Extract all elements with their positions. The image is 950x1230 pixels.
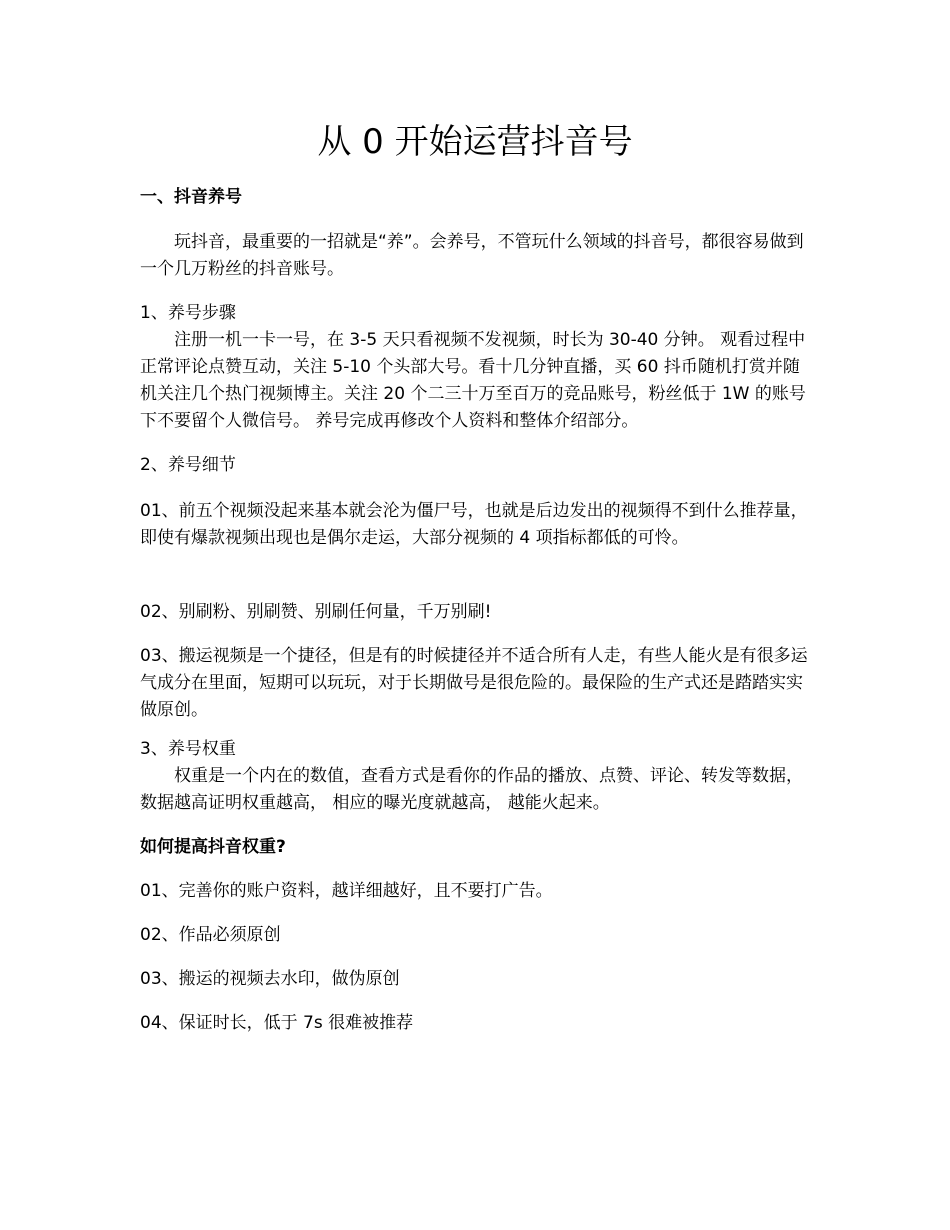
section-heading-raising: 一、抖音养号 (140, 187, 242, 207)
improve-item-1: 01、完善你的账户资料，越详细越好，且不要打广告。 (140, 881, 553, 901)
document-body (140, 184, 812, 1037)
paragraph-steps: 注册一机一卡一号，在 3-5 天只看视频不发视频，时长为 30-40 分钟。 观看过程中正常评论点赞互动，关注 5-10 个头部大号。看十几分钟直播，买 60 抖币随机打赏并随机关注几个热门视频博主。关注 20 个二三十万至百万的竞品账号，粉丝低于 1W 的账号下不要留个人微信号。 养号完成再修改个人资料和整体介绍部分。 (140, 330, 806, 431)
detail-item-1: 01、前五个视频没起来基本就会沦为僵尸号，也就是后边发出的视频得不到什么推荐量，即使有爆款视频出现也是偶尔走运，大部分视频的 4 项指标都低的可怜。 (140, 501, 808, 548)
paragraph-weight: 权重是一个内在的数值，查看方式是看你的作品的播放、点赞、评论、转发等数据，数据越高证明权重越高， 相应的曝光度就越高， 越能火起来。 (140, 766, 803, 813)
improve-item-3: 03、搬运的视频去水印，做伪原创 (140, 969, 400, 989)
subheading-weight: 3、养号权重 (140, 739, 236, 759)
detail-item-3: 03、搬运视频是一个捷径，但是有的时候捷径并不适合所有人走，有些人能火是有很多运气成分在里面，短期可以玩玩，对于长期做号是很危险的。最保险的生产式还是踏踏实实做原创。 (140, 646, 808, 720)
paragraph-intro: 玩抖音，最重要的一招就是“养”。会养号，不管玩什么领域的抖音号，都很容易做到一个几万粉丝的抖音账号。 (140, 232, 804, 279)
subheading-steps: 1、养号步骤 (140, 303, 236, 323)
detail-item-2: 02、别刷粉、别刷赞、别刷任何量，千万别刷! (140, 602, 492, 622)
improve-item-4: 04、保证时长，低于 7s 很难被推荐 (140, 1013, 414, 1033)
improve-item-2: 02、作品必须原创 (140, 925, 281, 945)
section-heading-improve: 如何提高抖音权重? (140, 837, 286, 857)
page-title: 从 0 开始运营抖音号 (317, 122, 633, 162)
subheading-details: 2、养号细节 (140, 455, 236, 475)
